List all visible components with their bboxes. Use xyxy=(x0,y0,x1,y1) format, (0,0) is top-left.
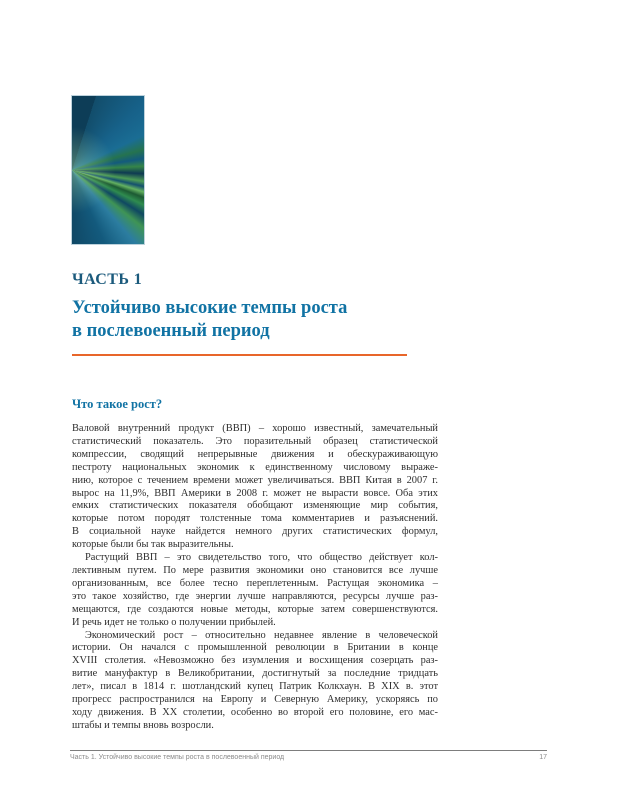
text-line: Экономический рост – относительно недавнее явление в человеческой xyxy=(85,629,438,641)
text-line: вырос на 11,9%, ВВП Америки в 2008 г. может не вырасти вовсе. Оба этих xyxy=(72,487,438,499)
paragraph xyxy=(72,423,438,552)
footer-page-number: 17 xyxy=(539,754,547,761)
text-line: нию, которое с течением времени может увеличиваться. ВВП Китая в 2007 г. xyxy=(72,474,438,486)
paragraph xyxy=(72,630,438,733)
text-line: мещаются, где создаются новые методы, которые затем совершенствуются. xyxy=(72,603,438,615)
text-line: XVIII столетия. «Невозможно без изумления и восхищения созерцать раз- xyxy=(72,655,438,667)
page-footer xyxy=(70,754,547,761)
text-line: это такое хозяйство, где энергии лучше направляются, ресурсы лучше раз- xyxy=(72,590,438,602)
text-line: которые были бы так выразительны. xyxy=(72,539,234,551)
text-line: штабы и темпы вновь возросли. xyxy=(72,719,214,731)
chapter-title xyxy=(72,297,347,342)
paragraph xyxy=(72,552,438,629)
text-line: емких статистических показателя обобщают изменяющие мир события, xyxy=(72,500,438,512)
text-line: прогресс распространился на Европу и Северную Америку, ускоряясь по xyxy=(72,694,438,706)
chapter-title-line-1: Устойчиво высокие темпы роста xyxy=(72,298,348,318)
chapter-title-line-2: в послевоенный период xyxy=(72,320,270,341)
text-line: которые потом породят толстенные тома комментариев и разъяснений. xyxy=(72,513,438,525)
text-line: витие мануфактур в Великобритании, достигнутый за последние тридцать xyxy=(72,668,438,680)
text-line: Растущий ВВП – это свидетельство того, что общество действует кол- xyxy=(85,552,438,564)
chapter-art-image xyxy=(71,95,145,245)
orange-divider-rule xyxy=(72,354,407,356)
text-line: ходу движения. В XX столетии, особенно во второй его половине, его мас- xyxy=(72,706,438,718)
text-line: лет», писал в 1814 г. шотландский купец Патрик Колкхаун. В XIX в. этот xyxy=(72,681,438,693)
text-line: лективным путем. По мере развития экономики оно становится все лучше xyxy=(72,564,438,576)
text-line: И речь идет не только о получении прибылей. xyxy=(72,616,276,628)
text-line: Валовой внутренний продукт (ВВП) – хорошо известный, замечательный xyxy=(72,423,438,434)
text-line: В социальной науке найдется немного других статистических формул, xyxy=(72,526,438,538)
text-line: истории. Он начался с промышленной революции в Британии в конце xyxy=(72,642,438,654)
section-heading: Что такое рост? xyxy=(72,397,163,411)
text-line: статистический показатель. Это поразительный образец статистической xyxy=(72,435,438,447)
text-line: компрессии, сводящий непрерывные движения и обескураживающую xyxy=(72,448,438,460)
part-label: ЧАСТЬ 1 xyxy=(72,271,143,288)
text-line: пестроту национальных экономик к единственному числовому выраже- xyxy=(72,461,438,473)
text-line: организованным, все более тесно переплетенным. Растущая экономика – xyxy=(72,577,438,589)
article-body xyxy=(72,423,438,733)
footer-rule xyxy=(70,750,547,751)
footer-running-title: Часть 1. Устойчиво высокие темпы роста в послевоенный период xyxy=(70,754,285,761)
